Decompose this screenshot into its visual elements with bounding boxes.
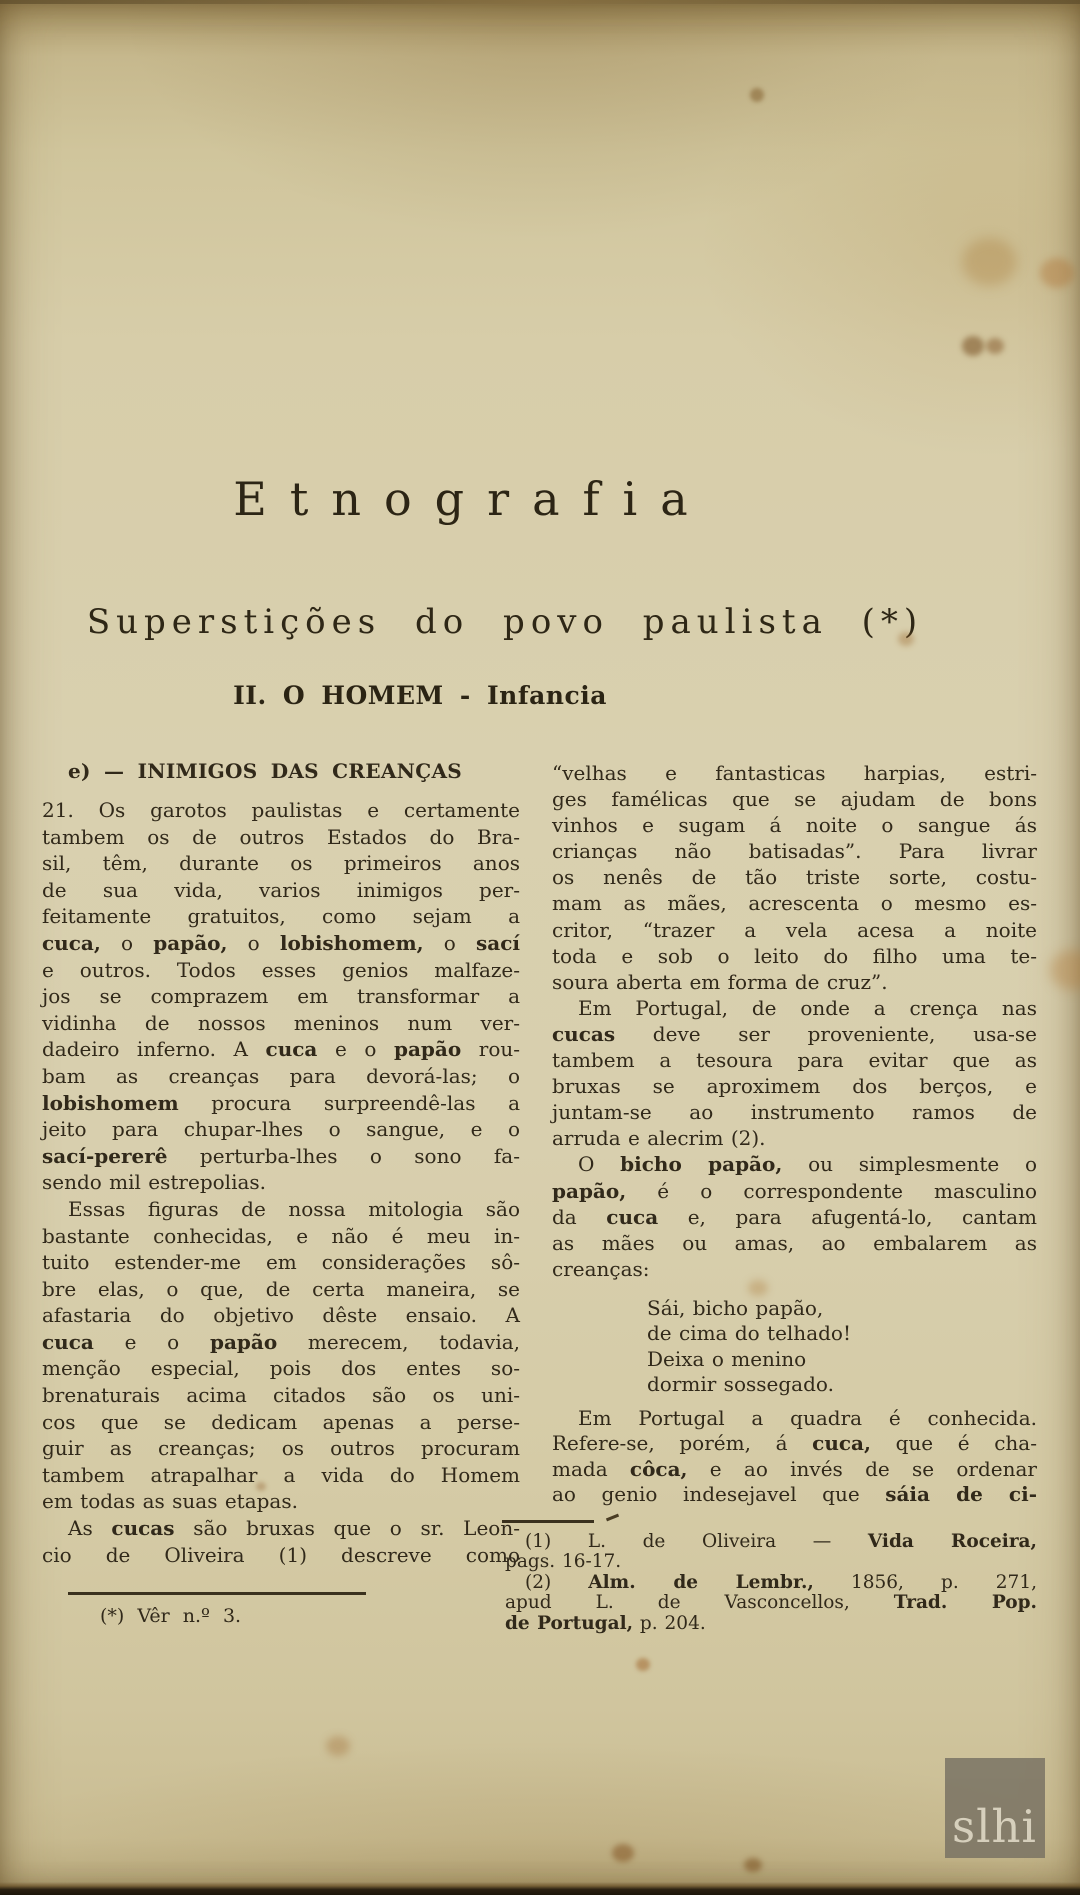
left-column-text [42,797,520,1568]
watermark-text: slhi [952,1800,1037,1853]
text-line: brenaturais acima citados são os uni- [42,1383,520,1408]
text-line: feitamente gratuitos, como sejam a [42,904,520,929]
verse-line: dormir sossegado. [647,1372,834,1397]
text-line: juntam-se ao instrumento ramos de [552,1100,1037,1125]
page-edge-bottom [0,1882,1080,1895]
slhi-watermark [945,1758,1045,1858]
text-line: tambem a tesoura para evitar que as [552,1048,1037,1073]
text-line: sendo mil estrepolias. [42,1170,267,1195]
footnote-rule [502,1520,594,1523]
text-line: Essas figuras de nossa mitologia são [68,1196,520,1221]
foxing-stain [748,1280,768,1296]
text-line: da cuca e, para afugentá-lo, cantam [552,1204,1037,1229]
page-title: Etnografia [233,472,711,526]
text-line: soura aberta em forma de cruz”. [552,969,888,994]
foxing-stain [898,632,914,646]
foxing-stain [636,1658,650,1671]
verse-line: Deixa o menino [647,1346,807,1371]
footnote: (*) Vêr n.º 3. [100,1605,242,1628]
foxing-stain [744,1858,762,1872]
text-line: apud L. de Vasconcellos, Trad. Pop. [505,1592,1037,1614]
text-line: arruda e alecrim (2). [552,1126,766,1151]
foxing-stain [962,336,984,356]
text-line: sací-pererê perturba-lhes o sono fa- [42,1143,520,1168]
text-line: cio de Oliveira (1) descreve como [42,1542,520,1567]
verse-line: de cima do telhado! [647,1321,851,1346]
text-line: Em Portugal a quadra é conhecida. [578,1405,1037,1430]
text-line: jos se comprazem em transformar a [42,984,520,1009]
text-line: creanças: [552,1256,650,1281]
text-line: bastante conhecidas, e não é meu in- [42,1223,520,1248]
printer-mark [606,1514,619,1522]
text-line: toda e sob o leito do filho uma te- [552,943,1037,968]
text-line: bre elas, o que, de certa maneira, se [42,1276,520,1301]
text-line: crianças não batisadas”. Para livrar [552,839,1037,864]
foxing-stain [612,1844,634,1862]
text-line: Refere-se, porém, á cuca, que é cha- [552,1431,1037,1456]
text-line: cos que se dedicam apenas a perse- [42,1409,520,1434]
right-column-closing-text [552,1406,1037,1508]
text-line: mada côca, e ao invés de se ordenar [552,1456,1037,1481]
text-line: guir as creanças; os outros procuram [42,1436,520,1461]
text-line: bam as creanças para devorá-las; o [42,1063,520,1088]
footnote-rule [68,1592,366,1595]
foxing-stain [986,338,1004,354]
verse-line: Sái, bicho papão, [647,1295,824,1320]
text-line: cuca e o papão merecem, todavia, [42,1329,520,1354]
page-edge-top [0,0,1080,4]
text-line: cuca, o papão, o lobishomem, o sací [42,930,521,955]
text-line: As cucas são bruxas que o sr. Leon- [68,1516,520,1541]
text-line: tambem os de outros Estados do Bra- [42,824,520,849]
column-heading: e) — INIMIGOS DAS CREANÇAS [68,759,463,783]
text-line: pags. 16-17. [505,1551,622,1573]
foxing-stain [1040,258,1074,288]
right-column-text [552,760,1037,1282]
text-line: as mães ou amas, ao embalarem as [552,1230,1037,1255]
lullaby-verse [647,1296,1037,1398]
footnotes [505,1532,1037,1634]
text-line: em todas as suas etapas. [42,1489,298,1514]
text-line: ges famélicas que se ajudam de bons [552,787,1037,812]
text-line: menção especial, pois dos entes so- [42,1356,520,1381]
text-line: critor, “trazer a vela acesa a noite [552,917,1037,942]
text-line: 21. Os garotos paulistas e certamente [42,798,520,822]
foxing-stain [1050,950,1080,990]
text-line: dadeiro inferno. A cuca e o papão rou- [42,1037,520,1062]
foxing-stain [750,88,764,102]
text-line: afastaria do objetivo dêste ensaio. A [42,1303,520,1328]
text-line: Em Portugal, de onde a crença nas [578,995,1037,1020]
text-line: tambem atrapalhar a vida do Homem [42,1462,520,1487]
foxing-stain [256,1482,266,1491]
article-title: Superstições do povo paulista (*) [86,602,924,642]
foxing-stain [962,238,1017,286]
text-line: vidinha de nossos meninos num ver- [42,1010,520,1035]
text-line: lobishomem procura surpreendê-las a [42,1090,520,1115]
text-line: “velhas e fantasticas harpias, estri- [552,761,1037,785]
text-line: ao genio indesejavel que sáia de ci- [552,1482,1037,1507]
text-line: sil, têm, durante os primeiros anos [42,851,520,876]
foxing-stain [326,1736,350,1756]
text-line: jeito para chupar-lhes o sangue, e o [42,1117,520,1142]
text-line: vinhos e sugam á noite o sangue ás [552,813,1037,838]
left-column [42,758,520,1628]
text-line: de sua vida, varios inimigos per- [42,877,520,902]
text-line: os nenês de tão triste sorte, costu- [552,865,1037,890]
text-line: de Portugal, p. 204. [505,1612,706,1634]
text-line: mam as mães, acrescenta o mesmo es- [552,891,1037,916]
text-line: bruxas se aproximem dos berços, e [552,1074,1037,1099]
text-line: tuito estender-me em considerações sô- [42,1250,520,1275]
text-line: (2) Alm. de Lembr., 1856, p. 271, [525,1571,1037,1593]
text-line: cucas deve ser proveniente, usa-se [552,1021,1037,1046]
text-line: (1) L. de Oliveira — Vida Roceira, [525,1530,1037,1552]
right-column [505,760,1037,1634]
text-line: papão, é o correspondente masculino [552,1178,1037,1203]
section-heading: II. O HOMEM - Infancia [233,681,607,710]
text-line: O bicho papão, ou simplesmente o [578,1152,1037,1177]
text-line: e outros. Todos esses genios malfaze- [42,957,520,982]
